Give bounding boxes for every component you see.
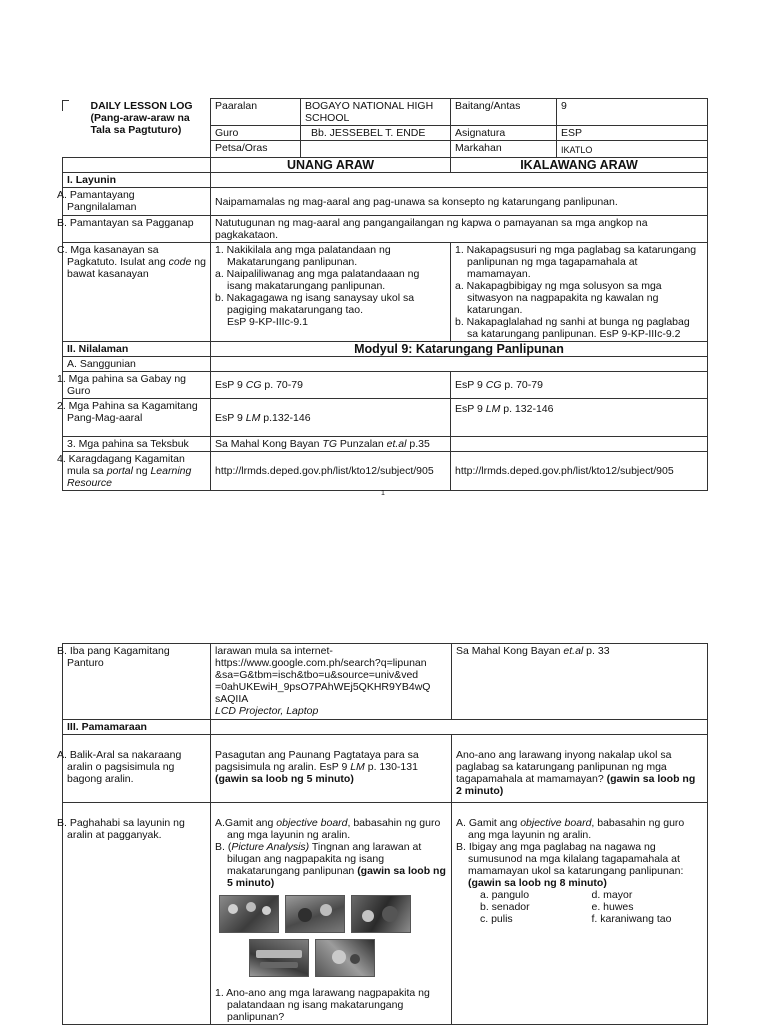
- kasanayan-day2: [451, 243, 708, 342]
- kasanayan-day1-code: EsP 9-KP-IIIc-9.1: [227, 316, 308, 328]
- ref-text: CG: [245, 379, 262, 391]
- ref-text: TG: [322, 438, 337, 450]
- lrmds-link-day1[interactable]: http://lrmds.deped.gov.ph/list/kto12/subject/905: [211, 452, 451, 491]
- ref-text: p.132-146: [260, 411, 311, 424]
- ref-text: LM: [245, 411, 261, 424]
- iba-line: &sa=G&tbm=isch&tbo=u&source=univ&ved: [215, 669, 419, 681]
- kasanayan-label-2: ng bawat kasanayan: [67, 256, 206, 280]
- iba-line: =0ahUKEwiH_9psO7PAhWEj5QKHR9YB4wQ: [215, 681, 431, 693]
- ref-text: p.35: [406, 438, 430, 450]
- pamamaraan-blank: [211, 720, 708, 735]
- petsa-value: [301, 141, 451, 158]
- ref-text: EsP 9: [215, 379, 246, 391]
- ref-text: A.Gamit ang: [215, 817, 277, 829]
- duration-note: (gawin sa loob ng 2 minuto): [456, 773, 696, 797]
- lesson-log-table-page1: [57, 98, 708, 491]
- choice-item: d. mayor: [591, 889, 633, 901]
- day-blank: [63, 158, 211, 173]
- choice-item: f. karaniwang tao: [591, 913, 672, 925]
- choices-left: [480, 889, 592, 925]
- duration-note: (gawin sa loob ng 5 minuto): [215, 773, 354, 785]
- markahan-label: Markahan: [451, 141, 557, 158]
- ref-text: et.al: [563, 645, 584, 657]
- choice-item: a. pangulo: [480, 889, 530, 901]
- ref-text: EsP 9: [455, 403, 486, 415]
- ref-text: ng: [132, 465, 151, 477]
- lrmds-link-day2[interactable]: http://lrmds.deped.gov.ph/list/kto12/subject/905: [451, 452, 708, 491]
- page-number: 1: [381, 490, 385, 497]
- asignatura-label: Asignatura: [451, 126, 557, 141]
- kasanayan-day2-item: b. Nakapaglalahad ng sanhi at bunga ng paglabag sa katarungang panlipunan. EsP 9-KP-IIIc-9.2: [455, 316, 690, 340]
- paghahabi-day1: [211, 803, 452, 1025]
- sanggunian-blank: [211, 357, 708, 372]
- dll-title: [63, 99, 211, 158]
- sanggunian-label: A. Sanggunian: [63, 357, 211, 372]
- paghahabi-day2-a: [456, 817, 703, 841]
- kasanayan-label-code: code: [168, 256, 192, 268]
- photo-thumbnail: [351, 895, 411, 933]
- paaralan-value: BOGAYO NATIONAL HIGH SCHOOL: [301, 99, 451, 126]
- guro-label: Guro: [211, 126, 301, 141]
- ref-text: , babasahin ng guro ang mga layunin ng aralin.: [227, 817, 441, 841]
- iba-line: larawan mula sa internet-: [215, 645, 333, 657]
- kasanayan-day1: [211, 243, 451, 342]
- paghahabi-day2-b: B. Ibigay ang mga paglabag na nagawa ng sumusunod na mga kilalang tagapamahala at mamamayan ukol sa katarungang panlipunan:: [456, 841, 684, 877]
- ref-text: p. 33: [583, 645, 610, 657]
- choices-right: [592, 889, 704, 925]
- iba-kagamitan-day2: [452, 644, 708, 720]
- iba-line: https://www.google.com.ph/search?q=lipunan: [215, 657, 427, 669]
- teksbuk-label: 3. Mga pahina sa Teksbuk: [63, 437, 211, 452]
- title-line-3: Tala sa Pagtuturo): [90, 123, 182, 136]
- day2-header: IKALAWANG ARAW: [451, 158, 708, 173]
- ref-text: Sa Mahal Kong Bayan: [456, 645, 564, 657]
- official-choices: [456, 889, 703, 925]
- title-line-1: DAILY LESSON LOG: [90, 99, 193, 112]
- karagdagang-kagamitan-label: [57, 452, 211, 491]
- kagamitan-mag-aaral-day1: [211, 399, 451, 437]
- ref-text: Learning Resource: [67, 465, 192, 489]
- gabay-guro-label: 1. Mga pahina sa Gabay ng Guro: [63, 372, 211, 399]
- layunin-blank: [211, 173, 708, 188]
- balik-aral-day1: [211, 735, 452, 803]
- kasanayan-day2-item: 1. Nakapagsusuri ng mga paglabag sa katarungang panlipunan ng mga tagapamahala at mamamayan.: [455, 244, 697, 280]
- ref-text: p. 130-131: [364, 761, 418, 773]
- photo-thumbnail: [315, 939, 375, 977]
- ref-text: objective board: [276, 817, 348, 829]
- choice-item: e. huwes: [591, 901, 634, 913]
- kasanayan-label: [57, 243, 211, 342]
- paghahabi-day1-question: 1. Ano-ano ang mga larawang nagpapakita ng palatandaan ng isang makatarungang panlipunan?: [215, 987, 430, 1023]
- pamamaraan-heading: III. Pamamaraan: [63, 720, 211, 735]
- photo-thumbnail: [285, 895, 345, 933]
- layunin-heading: I. Layunin: [63, 173, 211, 188]
- gabay-guro-day2: [451, 372, 708, 399]
- ref-text: 4. Karagdagang Kagamitan mula sa: [57, 453, 185, 477]
- balik-aral-day2: [452, 735, 708, 803]
- paaralan-label: Paaralan: [211, 99, 301, 126]
- asignatura-value: ESP: [557, 126, 708, 141]
- baitang-value: 9: [557, 99, 708, 126]
- iba-kagamitan-day1: [211, 644, 452, 720]
- paghahabi-day1-b: [215, 841, 447, 889]
- picture-analysis-images: [219, 895, 449, 977]
- photo-thumbnail: [249, 939, 309, 977]
- ref-text: et.al: [386, 438, 407, 450]
- ref-text: p. 132-146: [500, 403, 554, 415]
- title-line-2: (Pang-araw-araw na: [90, 111, 190, 124]
- ref-text: p. 70-79: [501, 379, 543, 391]
- ref-text: Punzalan: [337, 438, 387, 450]
- paghahabi-label: B. Paghahabi sa layunin ng aralin at pagganyak.: [63, 803, 211, 1025]
- day1-header: UNANG ARAW: [211, 158, 451, 173]
- ref-text: Sa Mahal Kong Bayan: [215, 438, 323, 450]
- paghahabi-day1-a: [215, 817, 447, 841]
- kasanayan-label-1: C. Mga kasanayan sa Pagkatuto. Isulat ang: [57, 244, 166, 268]
- ref-text: portal: [106, 465, 133, 477]
- choice-item: b. senador: [480, 901, 530, 913]
- kasanayan-day1-item: b. Nakagagawa ng isang sanaysay ukol sa pagiging makatarungang tao.: [215, 292, 415, 316]
- ref-text: , babasahin ng guro ang mga layunin ng aralin.: [468, 817, 685, 841]
- ref-text: objective board: [520, 817, 592, 829]
- teksbuk-day2: [451, 437, 708, 452]
- duration-note: (gawin sa loob ng 5 minuto): [227, 865, 446, 889]
- modyul-title: Modyul 9: Katarungang Panlipunan: [211, 342, 708, 357]
- kasanayan-day1-item: 1. Nakikilala ang mga palatandaan ng Makatarungang panlipunan.: [215, 244, 391, 268]
- iba-line: sAQIIA: [215, 693, 249, 705]
- pamantayang-pangnilalaman-label: A. Pamantayang Pangnilalaman: [63, 188, 211, 216]
- lesson-log-table-page2: [57, 643, 708, 1025]
- ref-text: EsP 9: [455, 379, 486, 391]
- ref-text: B. (: [215, 841, 232, 853]
- kagamitan-mag-aaral-day2: [451, 399, 708, 437]
- pamantayang-pangnilalaman-value: Naipamamalas ng mag-aaral ang pag-unawa sa konsepto ng katarungang panlipunan.: [211, 188, 708, 216]
- iba-kagamitan-label: B. Iba pang Kagamitang Panturo: [63, 644, 211, 720]
- choice-item: c. pulis: [480, 913, 513, 925]
- pamantayan-pagganap-label: B. Pamantayan sa Pagganap: [63, 216, 211, 243]
- ref-text: Tingnan ang larawan at bilugan ang nagpapakita ng isang makatarungang panlipunan: [227, 841, 422, 877]
- paghahabi-day2: [452, 803, 708, 1025]
- ref-text: CG: [485, 379, 502, 391]
- ref-text: LM: [485, 403, 501, 415]
- duration-note: (gawin sa loob ng 8 minuto): [468, 877, 607, 889]
- ref-text: LM: [350, 761, 365, 773]
- gabay-guro-day1: [211, 372, 451, 399]
- markahan-value: IKATLO: [557, 141, 708, 158]
- ref-text: Ano-ano ang larawang inyong nakalap ukol sa paglabag sa katarungang panlipunan ng mga tagapamahala at mamamayan?: [456, 749, 672, 785]
- teksbuk-day1: [211, 437, 451, 452]
- iba-equipment: LCD Projector, Laptop: [215, 705, 319, 717]
- ref-text: A. Gamit ang: [456, 817, 521, 829]
- baitang-label: Baitang/Antas: [451, 99, 557, 126]
- ref-text: EsP 9: [215, 411, 246, 424]
- petsa-label: Petsa/Oras: [211, 141, 301, 158]
- guro-value: Bb. JESSEBEL T. ENDE: [301, 126, 451, 141]
- ref-text: p. 70-79: [261, 379, 303, 391]
- ref-text: Picture Analysis): [231, 841, 310, 853]
- nilalaman-heading: II. Nilalaman: [63, 342, 211, 357]
- balik-aral-label: A. Balik-Aral sa nakaraang aralin o pagsisimula ng bagong aralin.: [63, 735, 211, 803]
- kasanayan-day1-item: a. Naipaliliwanag ang mga palatandaaan ng isang makatarungang panlipunan.: [215, 268, 420, 292]
- kagamitan-mag-aaral-label: 2. Mga Pahina sa Kagamitang Pang-Mag-aaral: [63, 399, 211, 437]
- pamantayan-pagganap-value: Natutugunan ng mag-aaral ang pangangailangan ng kapwa o pamayanan sa mga angkop na pagkakataon.: [211, 216, 708, 243]
- photo-thumbnail: [219, 895, 279, 933]
- ref-text: Pasagutan ang Paunang Pagtataya para sa pagsisimula ng aralin. EsP 9: [215, 749, 419, 773]
- kasanayan-day2-item: a. Nakapagbibigay ng mga solusyon sa mga sitwasyon na nagpapakita ng kawalan ng katarungan.: [455, 280, 662, 316]
